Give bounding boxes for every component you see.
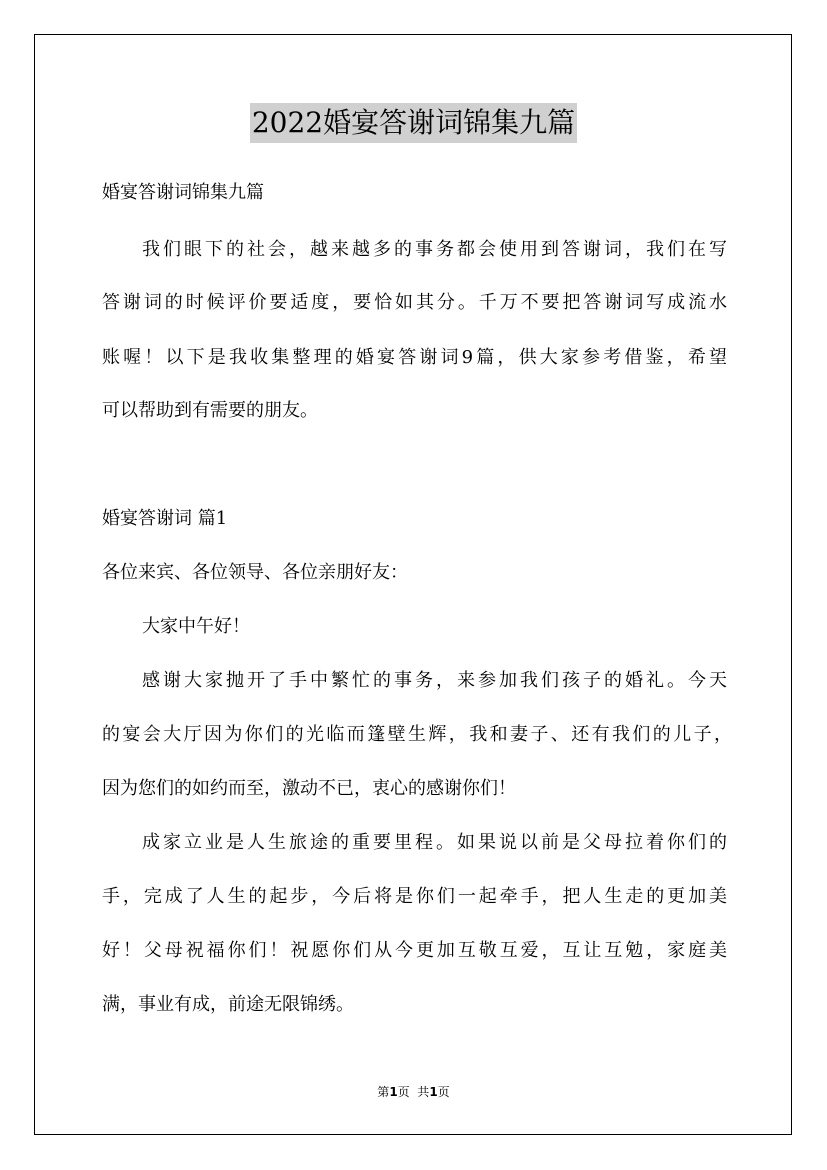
page-footer — [0, 1084, 827, 1100]
paragraph2-line-2: 手，完成了人生的起步，今后将是你们一起牵手，把人生走的更加美 — [102, 886, 727, 907]
greeting: 大家中午好！ — [142, 616, 250, 637]
title-container — [0, 103, 827, 143]
intro-line-2: 答谢词的时候评价要适度，要恰如其分。千万不要把答谢词写成流水 — [102, 292, 727, 313]
document-title: 2022婚宴答谢词锦集九篇 — [250, 103, 577, 143]
intro-line-4: 可以帮助到有需要的朋友。 — [102, 400, 318, 421]
paragraph1-line-3: 因为您们的如约而至，激动不已，衷心的感谢你们！ — [102, 778, 516, 799]
intro-line-3: 账喔！以下是我收集整理的婚宴答谢词9篇，供大家参考借鉴，希望 — [102, 347, 727, 368]
paragraph1-line-1: 感谢大家抛开了手中繁忙的事务，来参加我们孩子的婚礼。今天 — [142, 670, 727, 691]
footer-page-number: 1 — [389, 1085, 398, 1099]
document-subtitle: 婚宴答谢词锦集九篇 — [102, 182, 264, 203]
footer-suffix: 页 — [437, 1085, 450, 1099]
paragraph1-line-2: 的宴会大厅因为你们的光临而篷壁生辉，我和妻子、还有我们的儿子， — [102, 724, 732, 745]
intro-line-1: 我们眼下的社会，越来越多的事务都会使用到答谢词，我们在写 — [142, 239, 727, 260]
paragraph2-line-3: 好！父母祝福你们！祝愿你们从今更加互敬互爱，互让互勉，家庭美 — [102, 940, 727, 961]
footer-middle: 页 共 — [397, 1085, 430, 1099]
salutation: 各位来宾、各位领导、各位亲朋好友： — [102, 562, 408, 583]
paragraph2-line-1: 成家立业是人生旅途的重要里程。如果说以前是父母拉着你们的 — [142, 832, 727, 853]
paragraph2-line-4: 满，事业有成，前途无限锦绣。 — [102, 994, 354, 1015]
section-heading: 婚宴答谢词 篇1 — [102, 508, 228, 529]
footer-total-pages: 1 — [429, 1085, 438, 1099]
footer-prefix: 第 — [377, 1085, 390, 1099]
